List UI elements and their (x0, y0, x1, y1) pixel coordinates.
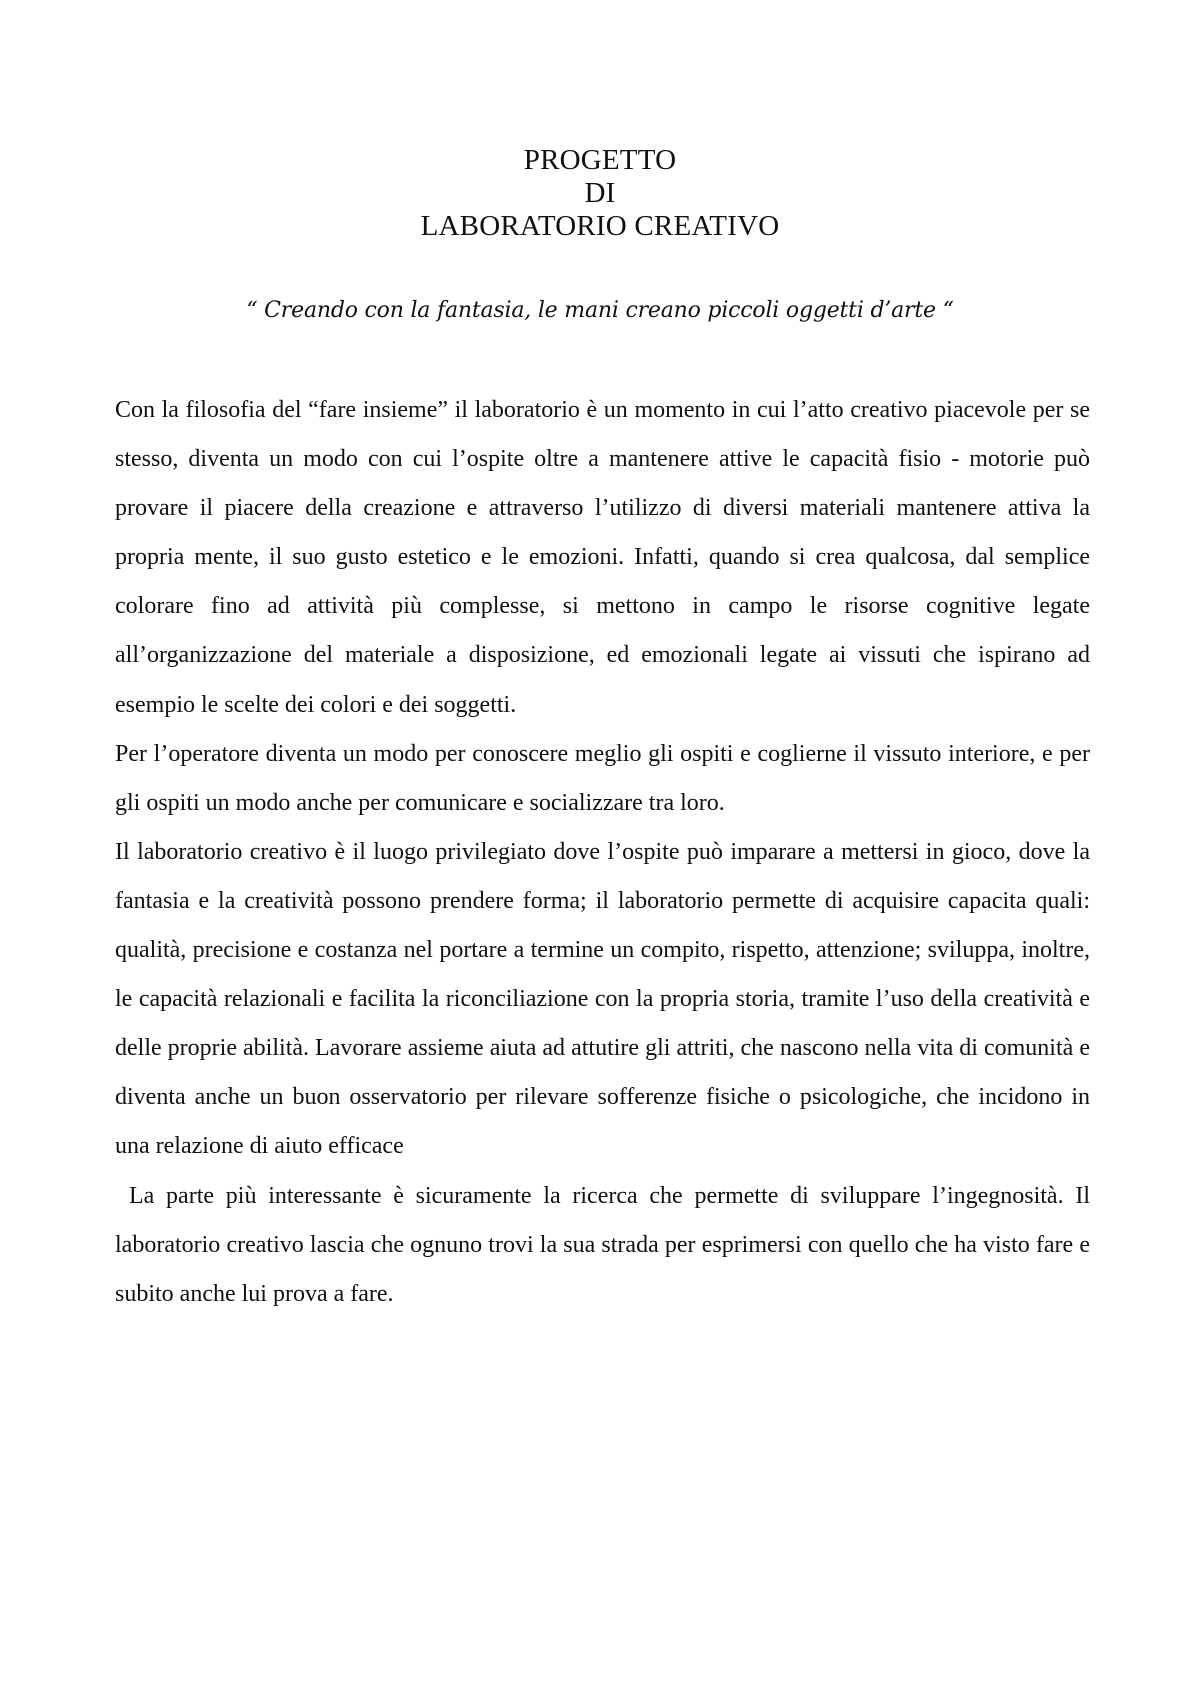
paragraph-2: Per l’operatore diventa un modo per conoscere meglio gli ospiti e coglierne il vissuto interiore, e per gli ospiti un modo anche per comunicare e socializzare tra loro. (115, 740, 1090, 816)
document-subtitle: “ Creando con la fantasia, le mani creano piccoli oggetti d’arte “ (246, 298, 954, 323)
paragraph-1: Con la filosofia del “fare insieme” il laboratorio è un momento in cui l’atto creativo piacevole per se stesso, diventa un modo con cui l’ospite oltre a mantenere attive le capacità fisio - motorie può provare il piacere della creazione e attraverso l’utilizzo di diversi materiali mantenere attiva la propria mente, il suo gusto estetico e le emozioni. Infatti, quando si crea qualcosa, dal semplice colorare fino ad attività più complesse, si mettono in campo le risorse cognitive legate all’organizzazione del materiale a disposizione, ed emozionali legate ai vissuti che ispirano ad esempio le scelte dei colori e dei soggetti. (115, 397, 1090, 718)
document-title (0, 144, 1200, 243)
title-line-1: PROGETTO (523, 144, 677, 176)
document-body (115, 386, 1090, 1319)
title-line-3: LABORATORIO CREATIVO (420, 210, 780, 242)
paragraph-4: La parte più interessante è sicuramente la ricerca che permette di sviluppare l’ingegnosità. Il laboratorio creativo lascia che ognuno trovi la sua strada per esprimersi con quello che ha visto fare e subito anche lui prova a fare. (115, 1182, 1090, 1307)
paragraph-3: Il laboratorio creativo è il luogo privilegiato dove l’ospite può imparare a mettersi in gioco, dove la fantasia e la creatività possono prendere forma; il laboratorio permette di acquisire capacita quali: qualità, precisione e costanza nel portare a termine un compito, rispetto, attenzione; sviluppa, inoltre, le capacità relazionali e facilita la riconciliazione con la propria storia, tramite l’uso della creatività e delle proprie abilità. Lavorare assieme aiuta ad attutire gli attriti, che nascono nella vita di comunità e diventa anche un buon osservatorio per rilevare sofferenze fisiche o psicologiche, che incidono in una relazione di aiuto efficace (115, 838, 1090, 1160)
title-line-2: DI (584, 177, 616, 209)
